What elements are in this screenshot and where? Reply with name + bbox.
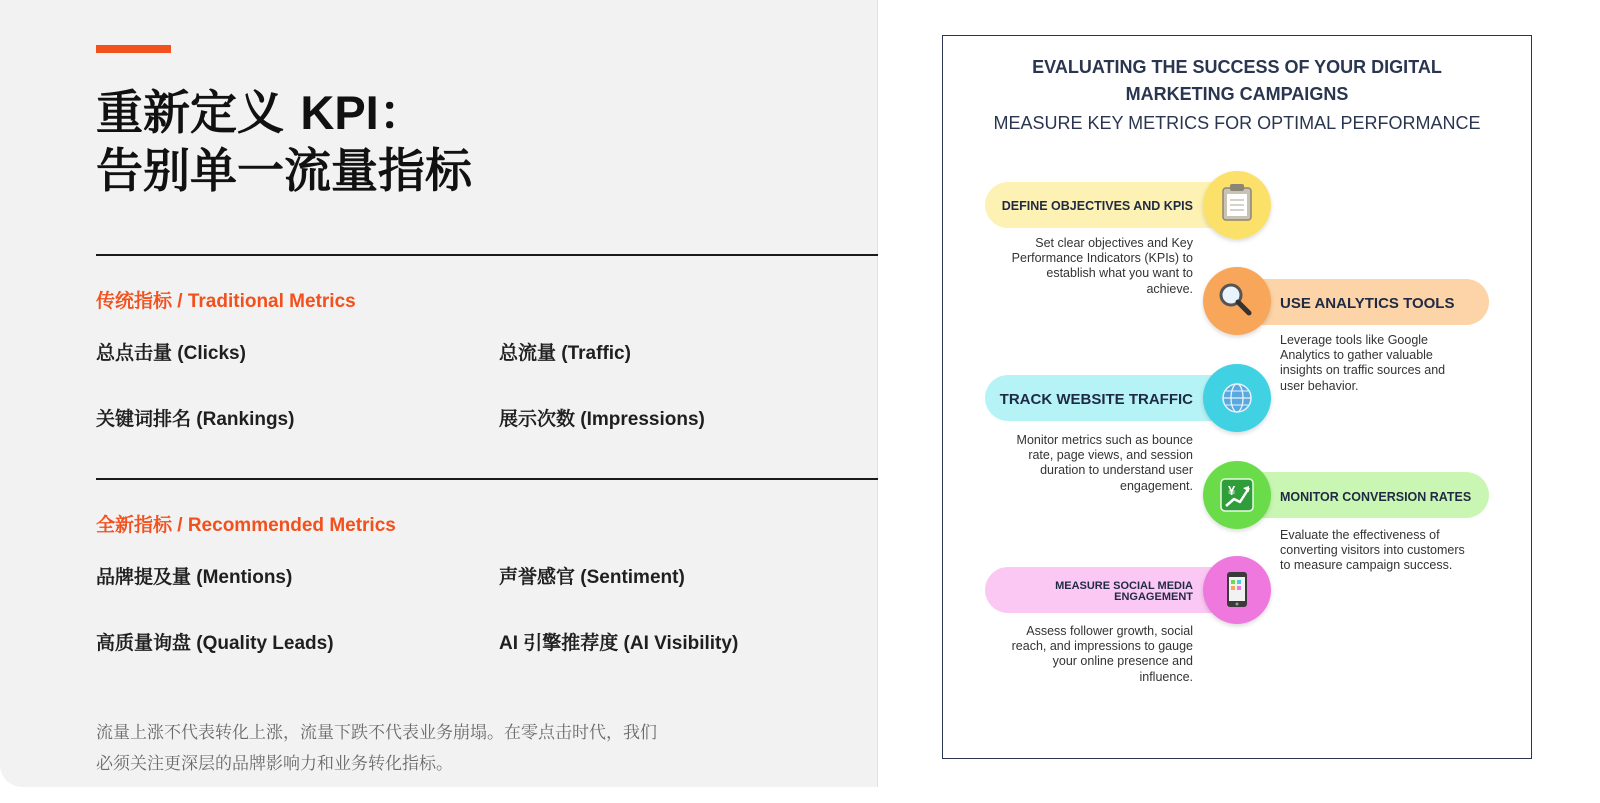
footnote-line-2: 必须关注更深层的品牌影响力和业务转化指标。 xyxy=(96,754,453,774)
globe-icon xyxy=(1223,384,1251,412)
step-4-desc-2: converting visitors into customers xyxy=(1280,543,1465,557)
step-4-title: MONITOR CONVERSION RATES xyxy=(1280,490,1472,504)
step-5-desc-4: influence. xyxy=(1139,670,1193,684)
metric-impressions: 展示次数 (Impressions) xyxy=(499,409,705,430)
chart-yen-icon xyxy=(1221,479,1253,511)
metric-rankings: 关键词排名 (Rankings) xyxy=(96,409,295,430)
step-5-desc-2: reach, and impressions to gauge xyxy=(1011,639,1193,653)
recommended-metrics-label: 全新指标 / Recommended Metrics xyxy=(96,515,396,536)
step-3-desc-2: rate, page views, and session xyxy=(1028,448,1193,462)
infographic-title-line-1: EVALUATING THE SUCCESS OF YOUR DIGITAL xyxy=(1032,57,1442,77)
metric-traffic: 总流量 (Traffic) xyxy=(499,343,631,364)
step-1-desc-3: establish what you want to xyxy=(1046,266,1193,280)
footnote xyxy=(96,718,736,780)
step-2-desc-3: insights on traffic sources and xyxy=(1280,363,1446,377)
clipboard-icon xyxy=(1223,184,1251,220)
metric-sentiment: 声誉感官 (Sentiment) xyxy=(499,567,685,588)
metric-mentions: 品牌提及量 (Mentions) xyxy=(96,567,293,588)
footnote-line-1: 流量上涨不代表转化上涨，流量下跌不代表业务崩塌。在零点击时代，我们 xyxy=(96,723,657,743)
step-2-desc-4: user behavior. xyxy=(1280,379,1359,393)
step-1-desc-2: Performance Indicators (KPIs) to xyxy=(1011,251,1193,265)
step-1-desc-1: Set clear objectives and Key xyxy=(1035,236,1193,250)
step-3-desc-3: duration to understand user xyxy=(1040,463,1193,477)
steps-diagram xyxy=(943,36,1533,760)
step-social-engagement xyxy=(985,556,1271,684)
mobile-phone-icon xyxy=(1227,572,1247,607)
step-5-title-1: MEASURE SOCIAL MEDIA xyxy=(1055,580,1193,592)
metric-quality-leads: 高质量询盘 (Quality Leads) xyxy=(96,633,334,654)
step-3-title: TRACK WEBSITE TRAFFIC xyxy=(999,391,1193,408)
svg-text:¥: ¥ xyxy=(1228,483,1236,498)
title-kpi-word: KPI xyxy=(300,86,379,139)
infographic-title-line-2: MARKETING CAMPAIGNS xyxy=(1125,84,1349,104)
divider-middle xyxy=(96,478,878,480)
traditional-metrics-label: 传统指标 / Traditional Metrics xyxy=(96,291,356,312)
marketing-infographic xyxy=(942,35,1532,759)
divider-top xyxy=(96,254,878,256)
step-3-desc-1: Monitor metrics such as bounce xyxy=(1016,433,1193,447)
step-monitor-conversion xyxy=(1203,461,1489,572)
step-4-desc-1: Evaluate the effectiveness of xyxy=(1280,528,1440,542)
step-2-title: USE ANALYTICS TOOLS xyxy=(1280,295,1455,312)
step-5-desc-3: your online presence and xyxy=(1052,654,1193,668)
title-line-2: 告别单一流量指标 xyxy=(96,144,472,199)
accent-bar xyxy=(96,45,171,53)
page-title xyxy=(96,84,816,201)
step-5-title-2: ENGAGEMENT xyxy=(1114,591,1193,603)
infographic-subtitle: MEASURE KEY METRICS FOR OPTIMAL PERFORMANCE xyxy=(993,113,1481,133)
metric-ai-visibility: AI 引擎推荐度 (AI Visibility) xyxy=(499,633,739,654)
step-2-desc-2: Analytics to gather valuable xyxy=(1280,348,1433,362)
step-4-desc-3: to measure campaign success. xyxy=(1280,558,1453,572)
step-5-desc-1: Assess follower growth, social xyxy=(1026,624,1193,638)
step-3-desc-4: engagement. xyxy=(1120,479,1193,493)
step-1-desc-4: achieve. xyxy=(1146,282,1193,296)
title-line-1: 重新定义 KPI： xyxy=(96,86,426,141)
step-1-title: DEFINE OBJECTIVES AND KPIS xyxy=(1001,199,1193,213)
step-2-desc-1: Leverage tools like Google xyxy=(1280,333,1429,347)
metric-clicks: 总点击量 (Clicks) xyxy=(96,343,246,364)
